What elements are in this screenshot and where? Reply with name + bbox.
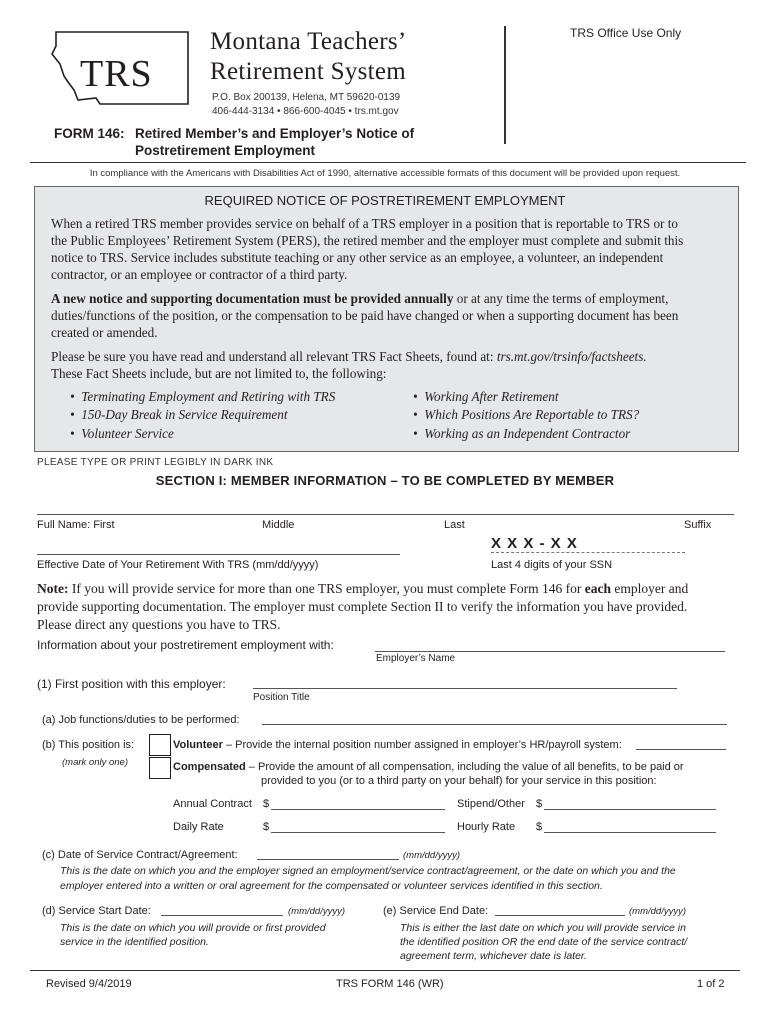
position-type-label: (b) This position is: xyxy=(42,739,135,751)
note-line3: Please direct any questions you have to TRS. xyxy=(37,617,281,632)
notice-para3-line2: These Fact Sheets include, but are not limited to, the following: xyxy=(51,366,387,381)
bullet-left-1: • Terminating Employment and Retiring with TRS xyxy=(70,389,336,404)
header-divider xyxy=(504,26,506,144)
section1-title: SECTION I: MEMBER INFORMATION – TO BE COMPLETED BY MEMBER xyxy=(155,473,615,488)
contract-date-note-line1: This is the date on which you and the employer signed an employment/service contract/agreement, or the date on which you and the xyxy=(60,865,676,877)
stipend-dollar: $ xyxy=(536,798,543,810)
volunteer-label: Volunteer xyxy=(173,739,223,751)
job-duties-label: (a) Job functions/duties to be performed: xyxy=(42,714,240,726)
first-position-label: (1) First position with this employer: xyxy=(37,677,226,691)
office-use-label: TRS Office Use Only xyxy=(570,26,682,40)
employer-name-label: Employer’s Name xyxy=(376,653,456,664)
revised-date: Revised 9/4/2019 xyxy=(46,978,132,990)
end-date-note-line2: the identified position OR the end date of the service contract/ xyxy=(400,936,688,948)
notice-para3-text: Please be sure you have read and understand all relevant TRS Fact Sheets, found at: xyxy=(51,349,497,364)
end-date-note-line3: agreement term, whichever date is later. xyxy=(400,950,587,962)
name-first-label: Full Name: First xyxy=(37,519,115,531)
factsheets-link[interactable]: trs.mt.gov/trsinfo/factsheets. xyxy=(496,349,647,364)
print-instruction: PLEASE TYPE OR PRINT LEGIBLY IN DARK INK xyxy=(37,457,274,468)
notice-title: REQUIRED NOTICE OF POSTRETIREMENT EMPLOYMENT xyxy=(204,193,566,208)
notice-para2-line2: duties/functions of the position, or the compensation to be paid have changed or when a supporting document has been xyxy=(51,308,679,323)
daily-rate-label: Daily Rate xyxy=(173,821,224,833)
daily-rate-dollar: $ xyxy=(263,821,270,833)
org-name-line2: Retirement System xyxy=(210,58,407,85)
effective-date-label: Effective Date of Your Retirement With TRS (mm/dd/yyyy) xyxy=(37,559,319,571)
stipend-field[interactable] xyxy=(544,809,716,810)
annual-contract-label: Annual Contract xyxy=(173,798,252,810)
note-lead: Note: xyxy=(37,581,69,596)
hourly-rate-label: Hourly Rate xyxy=(457,821,516,833)
ssn-mask: X X X - X X xyxy=(491,535,578,552)
bullet-right-2: • Which Positions Are Reportable to TRS? xyxy=(413,407,640,422)
end-date-format: (mm/dd/yyyy) xyxy=(629,906,686,917)
bullet-right-1: • Working After Retirement xyxy=(413,389,559,404)
notice-para1-line1: When a retired TRS member provides service on behalf of a TRS employer in a position that is reportable to TRS or to xyxy=(51,216,678,231)
effective-date-field[interactable] xyxy=(37,554,400,555)
note-line1: Note: If you will provide service for more than one TRS employer, you must complete Form 146 for each employer and xyxy=(37,581,689,596)
employment-info-label: Information about your postretirement employment with: xyxy=(37,638,334,652)
note-each: each xyxy=(584,581,611,596)
job-duties-field[interactable] xyxy=(262,724,727,725)
name-suffix-label: Suffix xyxy=(684,519,712,531)
notice-para1-line4: contractor, or an employee or contractor of a third party. xyxy=(51,267,348,282)
mark-one-hint: (mark only one) xyxy=(62,757,128,768)
compensated-checkbox[interactable] xyxy=(149,757,171,779)
name-middle-label: Middle xyxy=(262,519,295,531)
end-date-label: (e) Service End Date: xyxy=(383,905,489,917)
start-date-note-line1: This is the date on which you will provide or first provided xyxy=(60,922,326,934)
start-date-field[interactable] xyxy=(161,915,283,916)
hourly-rate-field[interactable] xyxy=(544,832,716,833)
bullet-left-2: • 150-Day Break in Service Requirement xyxy=(70,407,288,422)
form-title-line2: Postretirement Employment xyxy=(135,143,316,158)
name-last-label: Last xyxy=(444,519,465,531)
org-name-line1: Montana Teachers’ xyxy=(210,28,407,55)
notice-para3-line1 xyxy=(51,348,723,365)
compensated-option: Compensated – Provide the amount of all compensation, including the value of all benefits, to be paid or xyxy=(173,761,684,773)
end-date-field[interactable] xyxy=(495,915,625,916)
stipend-label: Stipend/Other xyxy=(457,798,525,810)
contract-date-field[interactable] xyxy=(257,859,399,860)
notice-para2-line1 xyxy=(51,290,723,307)
compliance-text: In compliance with the Americans with Disabilities Act of 1990, alternative accessible formats of this document will be provided upon request. xyxy=(89,168,681,179)
footer-rule xyxy=(30,970,740,971)
notice-para2-line1-rest: or at any time the terms of employment, xyxy=(453,291,669,306)
address-line1: P.O. Box 200139, Helena, MT 59620-0139 xyxy=(212,92,401,103)
header-rule xyxy=(30,162,746,163)
position-number-field[interactable] xyxy=(636,749,726,750)
position-title-label: Position Title xyxy=(253,692,310,703)
notice-para1-line3: notice to TRS. Service includes substitute teaching or any other service as an employee, a volunteer, an independent xyxy=(51,250,664,265)
end-date-note-line1: This is either the last date on which you will provide service in xyxy=(400,922,686,934)
compensated-label: Compensated xyxy=(173,761,246,773)
volunteer-option: Volunteer – Provide the internal position number assigned in employer’s HR/payroll system: xyxy=(173,739,622,751)
start-date-label: (d) Service Start Date: xyxy=(42,905,151,917)
compensated-desc-line2: provided to you (or to a third party on your behalf) for your service in this position: xyxy=(261,775,657,787)
contract-date-format: (mm/dd/yyyy) xyxy=(403,850,460,861)
bullet-left-3: • Volunteer Service xyxy=(70,426,174,441)
employer-name-field[interactable] xyxy=(375,651,725,652)
bullet-right-3: • Working as an Independent Contractor xyxy=(413,426,631,441)
notice-para2-line3: created or amended. xyxy=(51,325,158,340)
notice-para1-line2: the Public Employees’ Retirement System (PERS), the retired member and the employer must complete and submit this xyxy=(51,233,684,248)
page-number: 1 of 2 xyxy=(697,978,725,990)
annual-contract-dollar: $ xyxy=(263,798,270,810)
logo-text: TRS xyxy=(80,53,153,95)
daily-rate-field[interactable] xyxy=(271,832,445,833)
ssn-input[interactable] xyxy=(491,552,685,553)
start-date-format: (mm/dd/yyyy) xyxy=(288,906,345,917)
form-title-line1: Retired Member’s and Employer’s Notice of xyxy=(135,126,415,141)
note-line2: provide supporting documentation. The employer must complete Section II to verify the information you have provided. xyxy=(37,599,688,614)
form-code: TRS FORM 146 (WR) xyxy=(336,978,444,990)
ssn-label: Last 4 digits of your SSN xyxy=(491,559,613,571)
volunteer-checkbox[interactable] xyxy=(149,734,171,756)
start-date-note-line2: service in the identified position. xyxy=(60,936,209,948)
annual-notice-emphasis: A new notice and supporting documentation must be provided annually xyxy=(51,291,454,306)
contract-date-label: (c) Date of Service Contract/Agreement: xyxy=(42,849,238,861)
contract-date-note-line2: employer entered into a written or oral agreement for the compensated or volunteer services identified in this section. xyxy=(60,880,603,892)
form-number: FORM 146: xyxy=(54,126,125,141)
position-title-field[interactable] xyxy=(253,688,677,689)
annual-contract-field[interactable] xyxy=(271,809,445,810)
hourly-rate-dollar: $ xyxy=(536,821,543,833)
address-line2: 406-444-3134 • 866-600-4045 • trs.mt.gov xyxy=(212,106,399,117)
full-name-field[interactable] xyxy=(37,514,734,515)
